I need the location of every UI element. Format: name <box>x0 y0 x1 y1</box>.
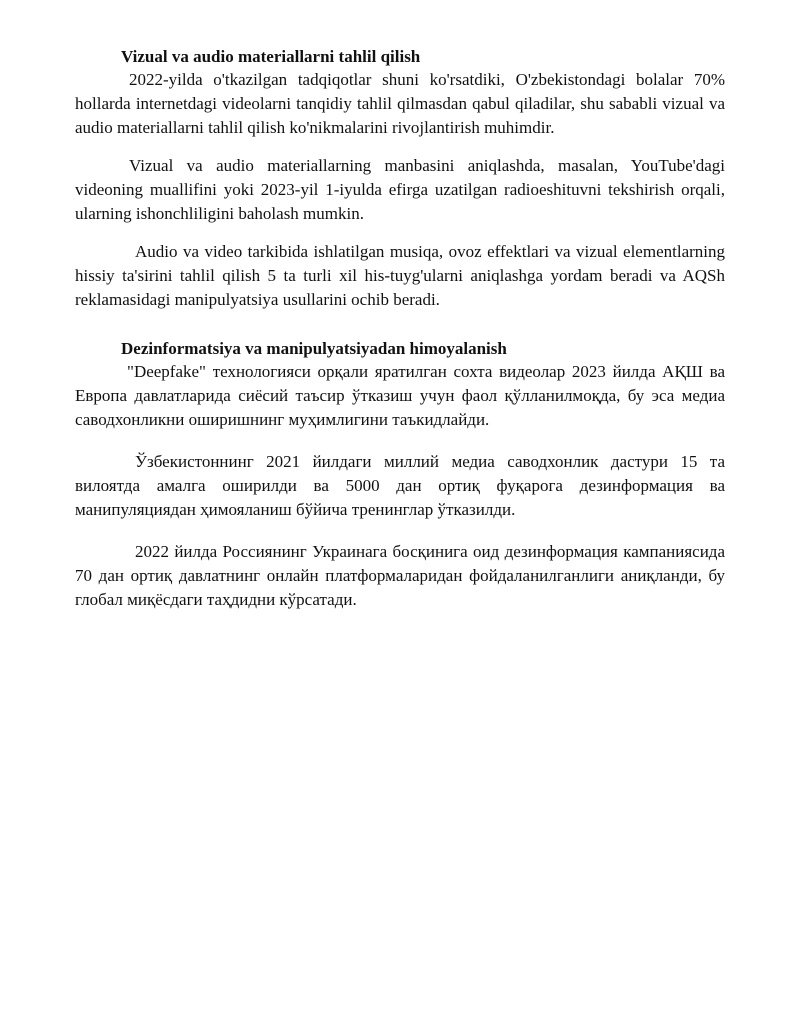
paragraph-spacer <box>75 432 725 450</box>
paragraph-spacer <box>75 140 725 154</box>
paragraph-visual-audio-3: Audio va video tarkibida ishlatilgan musiqa, ovoz effektlari va vizual elementlarning hissiy ta'sirini tahlil qilish 5 ta turli xil his-tuyg'ularni aniqlashga yordam beradi va AQSh reklamasidagi manipulyatsiya usullarini ochib beradi. <box>75 242 725 309</box>
paragraph-disinformation-1: "Deepfake" технологияси орқали яратилган сохта видеолар 2023 йилда АҚШ ва Европа давлатларида сиёсий таъсир ўтказиш учун фаол қўлланилмоқда, бу эса медиа саводхонликни оширишнинг муҳимлигини таъкидлайди. <box>75 362 725 429</box>
paragraph-disinformation-2: Ўзбекистоннинг 2021 йилдаги миллий медиа саводхонлик дастури 15 та вилоятда амалга оширилди ва 5000 дан ортиқ фуқарога дезинформация ва манипуляциядан ҳимояланиш бўйича тренинглар ўтказилди. <box>75 452 725 519</box>
section-spacer <box>75 312 725 338</box>
paragraph-disinformation-3: 2022 йилда Россиянинг Украинага босқинига оид дезинформация кампаниясида 70 дан ортиқ давлатнинг онлайн платформаларидан фойдаланилганлиги аниқланди, бу глобал миқёсдаги таҳдидни кўрсатади. <box>75 542 725 609</box>
section-heading-visual-audio: Vizual va audio materiallarni tahlil qilish <box>121 47 421 66</box>
paragraph-visual-audio-2: Vizual va audio materiallarning manbasini aniqlashda, masalan, YouTube'dagi videoning muallifini yoki 2023-yil 1-iyulda efirga uzatilgan radioeshituvni tekshirish orqali, ularning ishonchliligini baholash mumkin. <box>75 156 725 223</box>
document-page <box>75 46 725 612</box>
paragraph-spacer <box>75 226 725 240</box>
paragraph-spacer <box>75 522 725 540</box>
section-heading-disinformation: Dezinformatsiya va manipulyatsiyadan himoyalanish <box>121 339 507 358</box>
paragraph-visual-audio-1: 2022-yilda o'tkazilgan tadqiqotlar shuni ko'rsatdiki, O'zbekistondagi bolalar 70% hollarda internetdagi videolarni tanqidiy tahlil qilmasdan qabul qiladilar, shu sababli vizual va audio materiallarni tahlil qilish ko'nikmalarini rivojlantirish muhimdir. <box>75 70 725 137</box>
